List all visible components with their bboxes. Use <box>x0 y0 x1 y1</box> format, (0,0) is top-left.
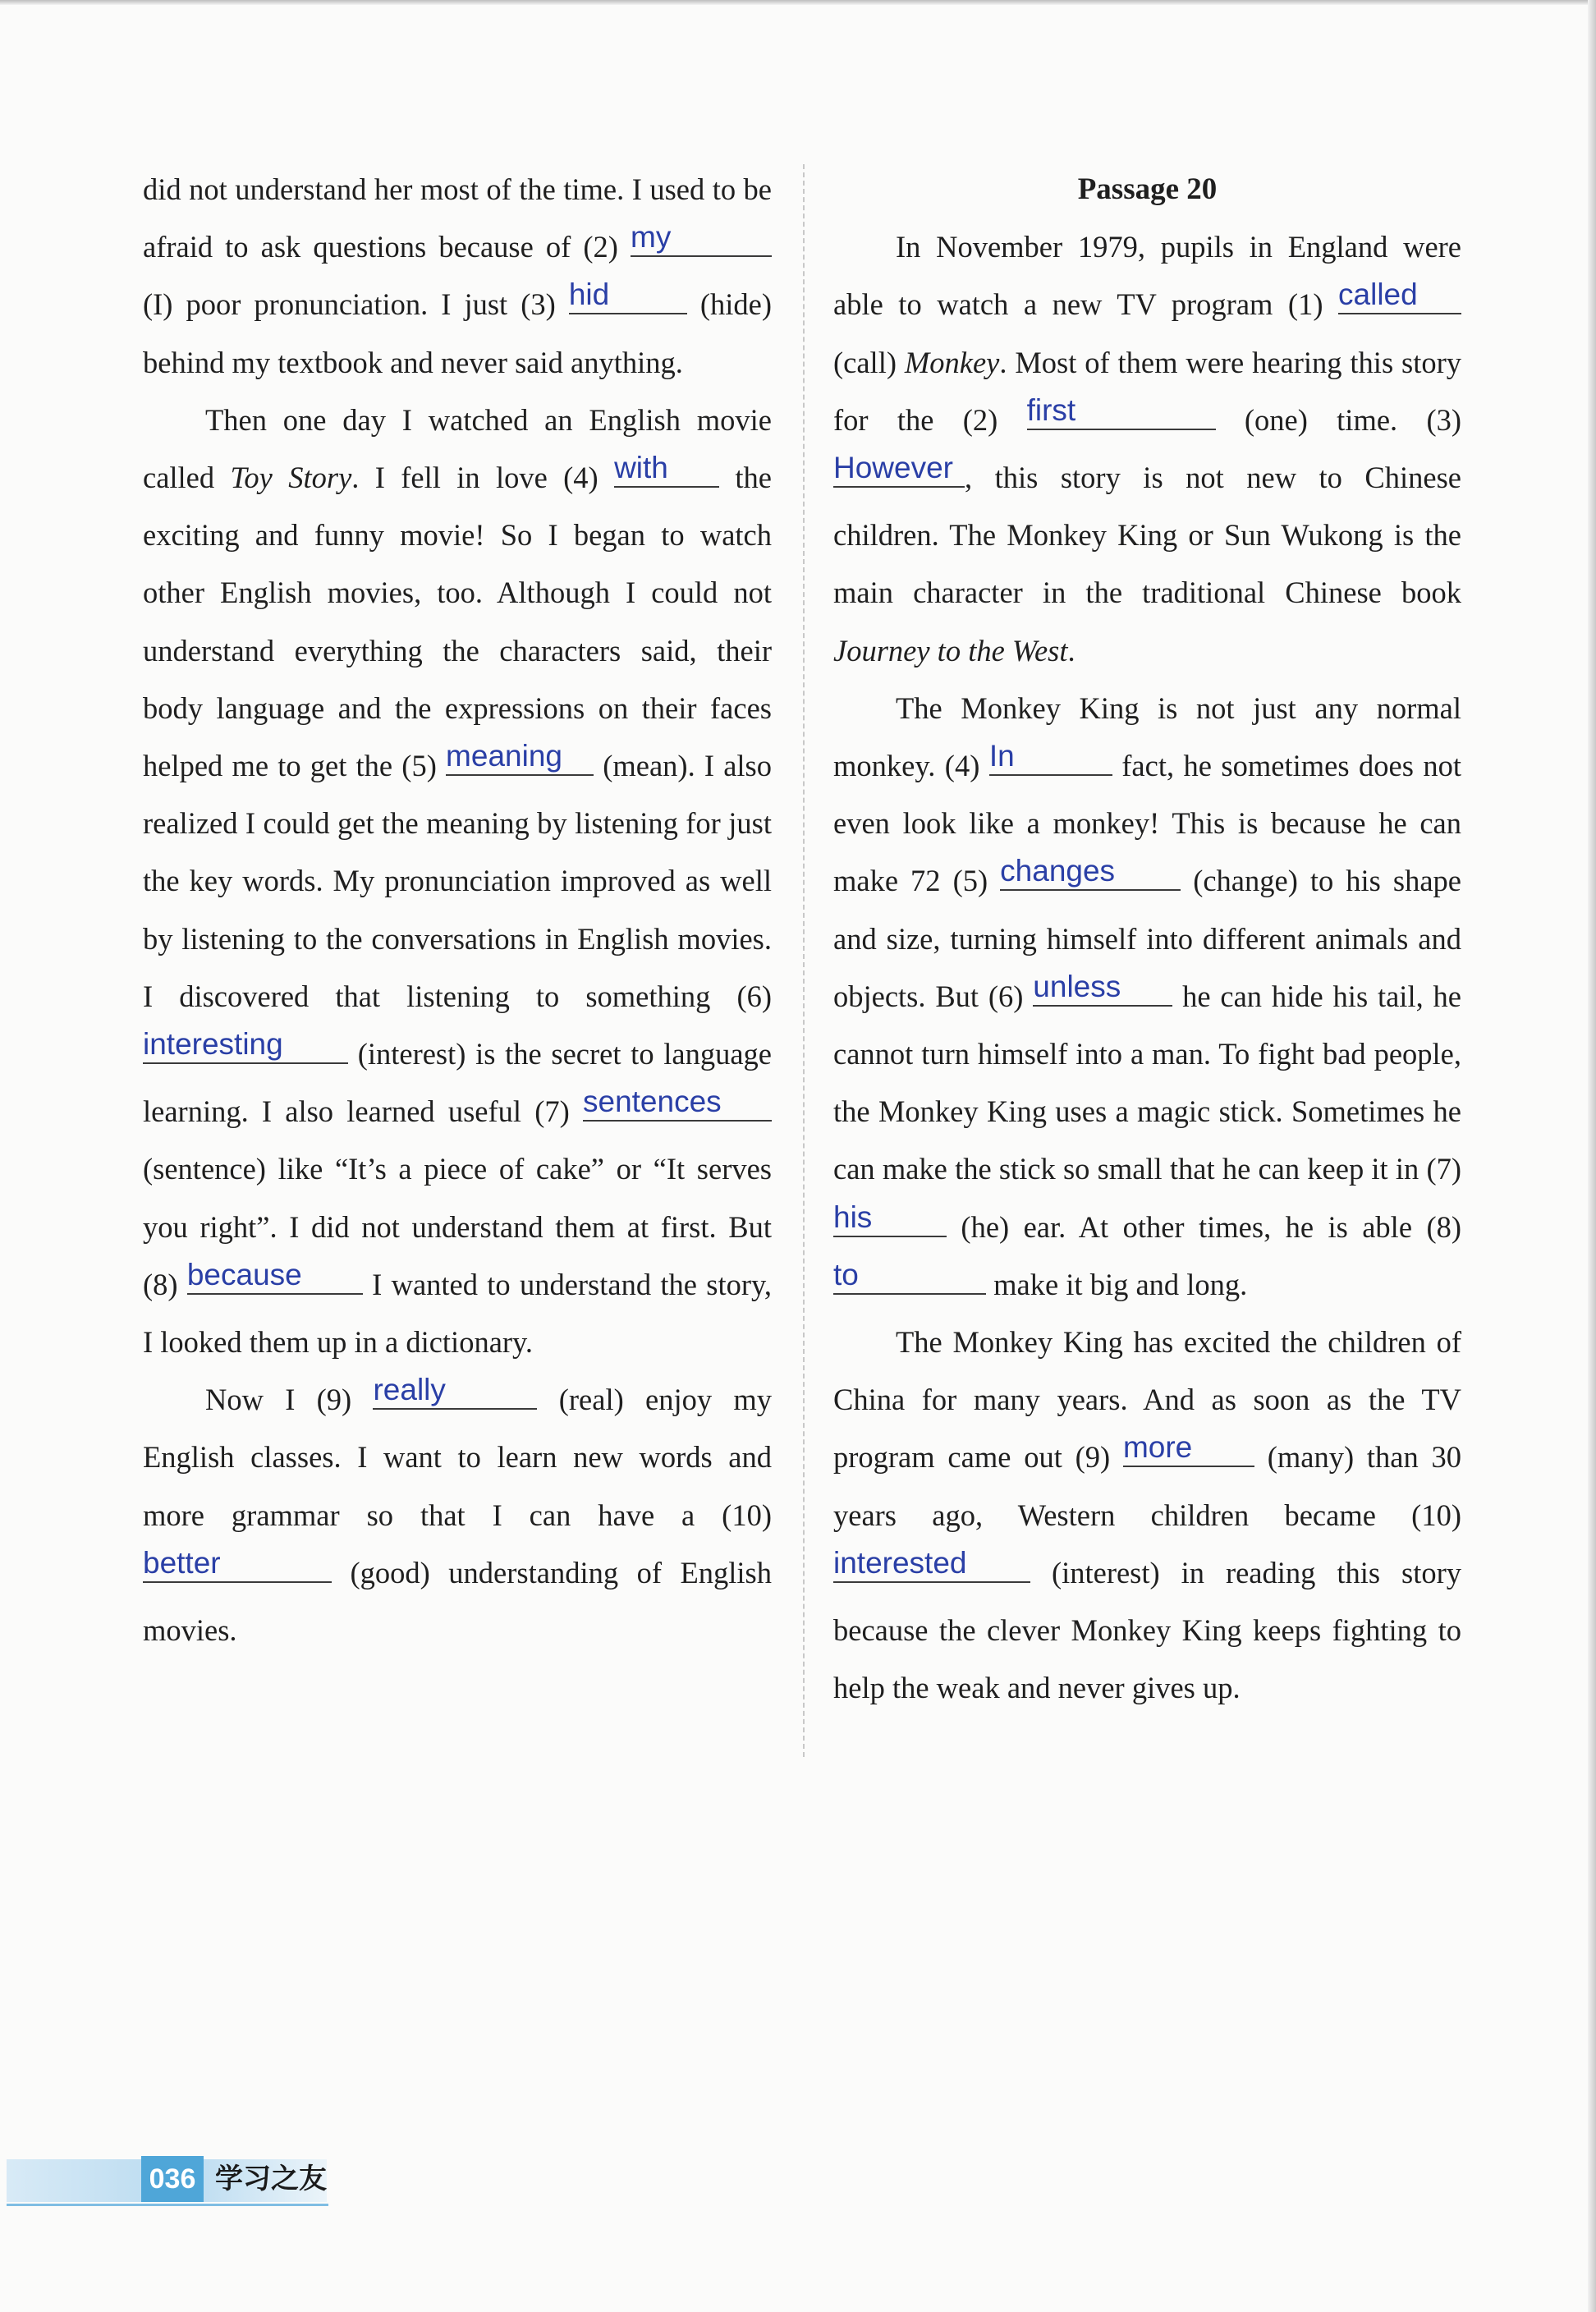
page-footer <box>0 2145 345 2205</box>
answer-8: because <box>186 1257 302 1291</box>
blank-r5[interactable] <box>1000 854 1181 891</box>
blank-r9[interactable] <box>1122 1430 1254 1467</box>
answer-r6: unless <box>1033 969 1121 1003</box>
blank-9[interactable] <box>373 1373 537 1410</box>
page-right-edge <box>1588 0 1596 2312</box>
blank-6[interactable] <box>143 1027 348 1064</box>
left-paragraph-3: Now I (9) really (real) enjoy my English classes. I want to learn new words and more grammar so that I can have a (10) better (good) understanding of English movies. <box>143 1373 773 1648</box>
answer-r1: called <box>1338 278 1418 312</box>
book-name: 学习之友 <box>215 2163 327 2195</box>
answer-4: with <box>614 451 668 485</box>
movie-title: Toy Story <box>230 461 352 495</box>
blank-7[interactable] <box>583 1085 772 1122</box>
answer-3: hid <box>568 278 610 312</box>
left-column <box>143 161 772 1659</box>
blank-r6[interactable] <box>1033 969 1172 1007</box>
answer-r3: However <box>833 451 953 485</box>
blank-2[interactable] <box>631 220 772 257</box>
answer-r8: to <box>833 1257 859 1291</box>
left-paragraph-2: Then one day I watched an English movie called Toy Story. I fell in love (4) with the exciting and funny movie! So I began to watch other English movies, too. Although I could not understand everything the characters said, their body language and the expressions on their faces helped me to get the (5) meaning (mean). I also realized I could get the meaning by listening for just the key words. My pronunciation improved as well by listening to the conversations in English movies. I discovered that listening to something (6) interesting (interest) is the secret to language learning. I also learned useful (7) sentences (sentence) like “It’s a piece of cake” or “It serves you right”. I did not understand them at first. But (8) because I wanted to understand the story, I looked them up in a dictionary. <box>143 402 773 1360</box>
book-title: Journey to the West <box>833 633 1068 667</box>
passage-title: Passage 20 <box>1077 172 1218 206</box>
answer-r10: interested <box>833 1545 967 1580</box>
answer-2: my <box>631 220 672 255</box>
right-column <box>833 161 1461 1717</box>
answer-r7: his <box>833 1200 873 1234</box>
answer-10: better <box>143 1545 221 1580</box>
blank-3[interactable] <box>568 278 687 314</box>
blank-r2[interactable] <box>1026 392 1216 430</box>
blank-5[interactable] <box>446 739 594 776</box>
answer-r2: first <box>1026 392 1076 427</box>
blank-10[interactable] <box>143 1545 332 1583</box>
right-paragraph-1: In November 1979, pupils in England were able to watch a new TV program (1) called (call) Monkey. Most of them were hearing this story for the (2) first (one) time. (3) However , this story is not new to Chinese children. The Monkey King or Sun Wukong is the main character in the traditional Chinese book Journey to the West. <box>833 230 1462 667</box>
right-paragraph-2: The Monkey King is not just any normal monkey. (4) In fact, he sometimes does not even look like a monkey! This is because he can make 72 (5) changes (change) to his shape and size, turning himself into different animals and objects. But (6) unless he can hide his tail, he cannot turn himself into a man. To fight bad people, the Monkey King uses a magic stick. Sometimes he can make the stick so small that he can keep it in (7) his (he) ear. At other times, he is able (8) to make it big and long. <box>833 690 1462 1301</box>
left-paragraph-1: did not understand her most of the time. I used to be afraid to ask questions because of (2) my (I) poor pronunciation. I just (3) hid (hide) behind my textbook and never said anything. <box>143 172 773 379</box>
blank-8[interactable] <box>186 1257 363 1295</box>
blank-r7[interactable] <box>833 1200 947 1237</box>
answer-r4: In <box>988 739 1015 773</box>
page-top-edge <box>0 0 1596 5</box>
blank-r1[interactable] <box>1338 278 1461 314</box>
blank-r8[interactable] <box>833 1257 986 1295</box>
footer-rule <box>7 2204 328 2206</box>
blank-r10[interactable] <box>833 1545 1030 1583</box>
page-number: 036 <box>141 2156 204 2202</box>
blank-4[interactable] <box>614 451 719 488</box>
blank-r4[interactable] <box>988 739 1112 776</box>
program-title: Monkey <box>904 345 1000 379</box>
answer-r5: changes <box>1000 854 1116 888</box>
answer-r9: more <box>1122 1430 1193 1465</box>
blank-r3[interactable] <box>833 451 965 488</box>
answer-9: really <box>373 1373 446 1407</box>
right-paragraph-3: The Monkey King has excited the children of China for many years. And as soon as the TV program came out (9) more (many) than 30 years ago, Western children became (10) interested (interest) in reading this story because the clever Monkey King keeps fighting to help the weak and never gives up. <box>833 1325 1462 1705</box>
column-divider <box>803 164 805 1757</box>
answer-6: interesting <box>143 1027 283 1062</box>
answer-7: sentences <box>583 1085 722 1119</box>
answer-5: meaning <box>446 739 562 773</box>
